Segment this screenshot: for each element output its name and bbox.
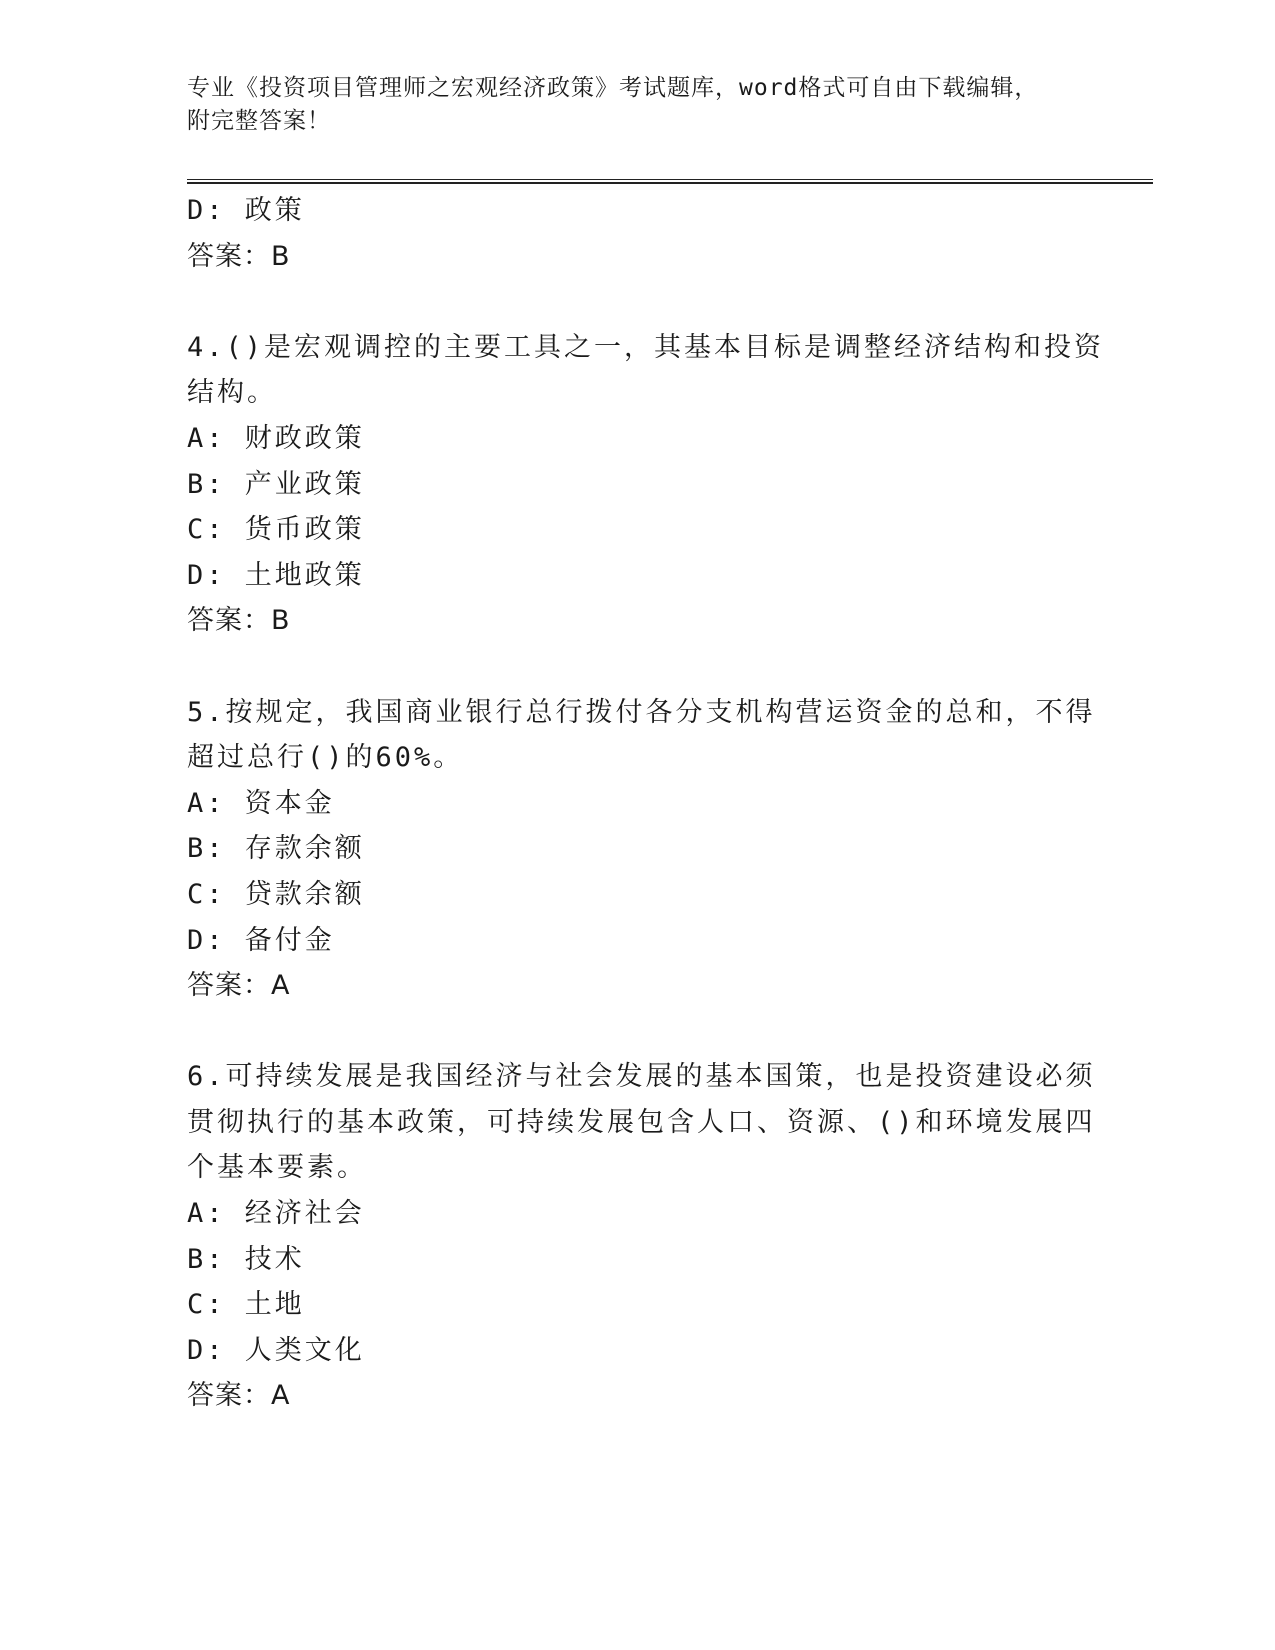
spacer	[187, 644, 1067, 690]
answer-line: 答案：A	[187, 1380, 291, 1412]
option-a: A: 经济社会	[187, 1198, 365, 1230]
question-stem-line: 6.可持续发展是我国经济与社会发展的基本国策，也是投资建设必须	[187, 1061, 1096, 1093]
header-divider	[187, 179, 1153, 184]
option-a: A: 财政政策	[187, 422, 365, 454]
question-5	[187, 690, 1096, 1009]
option-b: B: 存款余额	[187, 833, 365, 865]
option-c: C: 贷款余额	[187, 878, 365, 910]
question-stem-line: 5.按规定，我国商业银行总行拨付各分支机构营运资金的总和，不得	[187, 696, 1096, 728]
answer-line: 答案：B	[187, 240, 291, 272]
header-line-2: 附完整答案！	[187, 108, 331, 134]
option-c: C: 货币政策	[187, 514, 365, 546]
spacer	[187, 1009, 1067, 1055]
answer-line: 答案：B	[187, 605, 291, 637]
page-header	[187, 72, 1087, 138]
option-a: A: 资本金	[187, 787, 335, 819]
question-stem-line: 4.()是宏观调控的主要工具之一，其基本目标是调整经济结构和投资	[187, 331, 1105, 363]
option-d: D: 人类文化	[187, 1334, 365, 1366]
option-b: B: 产业政策	[187, 468, 365, 500]
question-stem-line: 超过总行()的60%。	[187, 742, 464, 774]
question-stem-line: 贯彻执行的基本政策，可持续发展包含人口、资源、()和环境发展四	[187, 1106, 1096, 1138]
question-stem-line: 结构。	[187, 377, 277, 409]
option-d: D: 备付金	[187, 924, 335, 956]
question-6	[187, 1054, 1096, 1419]
option-c: C: 土地	[187, 1289, 305, 1321]
spacer	[187, 279, 1067, 325]
question-4	[187, 325, 1105, 644]
previous-question-tail	[187, 188, 1067, 279]
header-line-1: 专业《投资项目管理师之宏观经济政策》考试题库，word格式可自由下载编辑，	[187, 75, 1039, 101]
document-body	[187, 188, 1105, 1419]
option-d: D: 政策	[187, 195, 305, 226]
answer-line: 答案：A	[187, 970, 291, 1002]
question-stem-line: 个基本要素。	[187, 1152, 367, 1184]
option-b: B: 技术	[187, 1243, 305, 1275]
option-d: D: 土地政策	[187, 559, 365, 591]
